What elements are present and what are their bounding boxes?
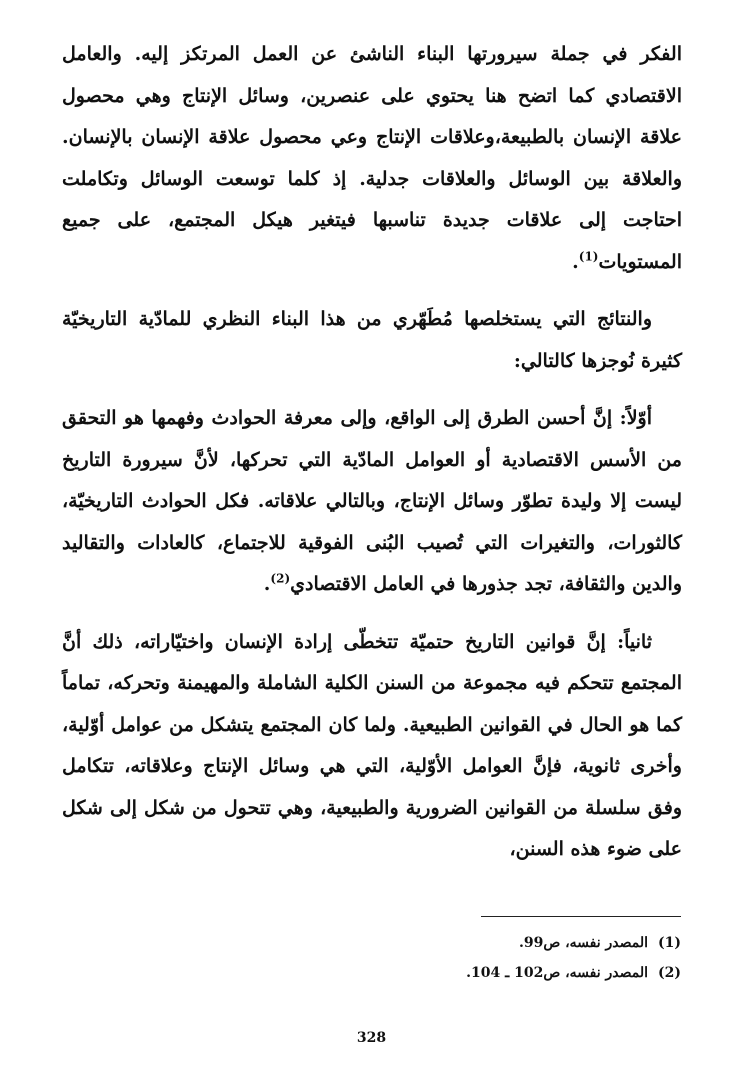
- paragraph-2-text: والنتائج التي يستخلصها مُطَهّري من هذا البناء النظري للمادّية التاريخيّة كثيرة نُوجزها كالتالي:: [62, 308, 682, 372]
- page-number: 328: [356, 1030, 387, 1046]
- footnote-1: [61, 928, 681, 958]
- paragraph-3-tail: .: [263, 573, 271, 595]
- footnote-ref-1[interactable]: (1): [578, 249, 599, 264]
- footnote-1-number: (1): [658, 935, 681, 951]
- footnote-1-text: المصدر نفسه، ص99.: [518, 935, 648, 951]
- paragraph-4-text: ثانياً: إنَّ قوانين التاريخ حتميّة تتخطّى إرادة الإنسان واختيّاراته، ذلك أنَّ المجتمع تتحكم فيه مجموعة من السنن الكلية الشاملة والمهيمنة وتحركه، تماماً كما هو الحال في القوانين الطبيعية. ولما كان المجتمع يتشكل من عوامل أوّلية، وأخرى ثانوية، فإنَّ العوامل الأوّلية، التي هي وسائل الإنتاج وعلاقاته، تتكامل وفق سلسلة من القوانين الضرورية والطبيعية، وهي تتحول من شكل إلى شكل على ضوء هذه السنن،: [62, 630, 682, 860]
- footnote-2: [61, 958, 681, 988]
- paragraph-2: [62, 299, 682, 382]
- paragraph-1-tail: .: [572, 250, 579, 273]
- footnote-2-number: (2): [658, 965, 681, 981]
- footnote-divider: [481, 916, 681, 917]
- paragraph-1: [62, 34, 682, 283]
- page-body: [62, 34, 682, 871]
- paragraph-4: [62, 622, 682, 871]
- paragraph-3: [62, 398, 682, 606]
- footnote-ref-2[interactable]: (2): [270, 571, 291, 586]
- footnote-2-text: المصدر نفسه، ص102 ـ 104.: [466, 965, 648, 981]
- footnotes: [61, 928, 681, 988]
- paragraph-3-text: أوّلاً: إنَّ أحسن الطرق إلى الواقع، وإلى معرفة الحوادث وفهمها هو التحقق من الأسس الاقتصادية أو العوامل المادّية التي تحركها، لأنَّ سيرورة التاريخ ليست إلا وليدة تطوّر وسائل الإنتاج، وبالتالي علاقاته. فكل الحوادث التاريخيّة، كالثورات، والتغيرات التي تُصيب البُنى الفوقية للاجتماع، كالعادات والتقاليد والدين والثقافة، تجد جذورها في العامل الاقتصادي: [62, 407, 682, 595]
- paragraph-1-text: الفكر في جملة سيرورتها البناء الناشئ عن العمل المرتكز إليه. والعامل الاقتصادي كما اتضح هنا يحتوي على عنصرين، وسائل الإنتاج وهي محصول علاقة الإنسان بالطبيعة،وعلاقات الإنتاج وعي محصول علاقة الإنسان بالإنسان. والعلاقة بين الوسائل والعلاقات جدلية. إذ كلما توسعت الوسائل وتكاملت احتاجت إلى علاقات جديدة تناسبها فيتغير هيكل المجتمع، على جميع المستويات: [62, 43, 682, 273]
